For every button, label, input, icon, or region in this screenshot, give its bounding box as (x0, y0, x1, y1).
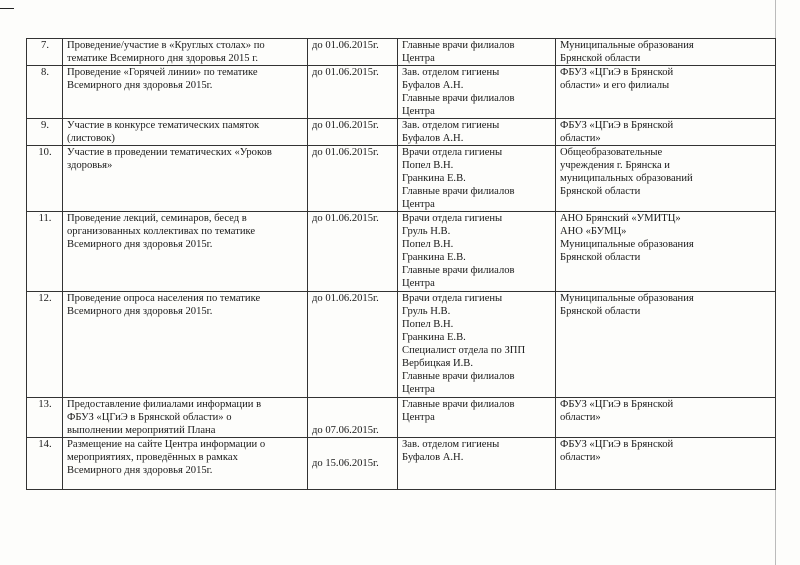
participants-line: Брянской области (560, 186, 641, 197)
responsible-cell (398, 119, 556, 146)
responsible-line: Главные врачи филиалов (402, 93, 515, 104)
responsible-cell (398, 398, 556, 438)
event-text-line: (листовок) (67, 133, 115, 144)
plan-table-body (27, 39, 776, 490)
participants-line: Общеобразовательные (560, 147, 663, 158)
row-number-cell: 13. (27, 398, 63, 438)
participants-line: АНО Брянский «УМИТЦ» (560, 213, 681, 224)
responsible-line: Главные врачи филиалов (402, 40, 515, 51)
participants-line: Муниципальные образования (560, 40, 694, 51)
table-row (27, 292, 776, 398)
event-text-line: Предоставление филиалами информации в (67, 399, 262, 410)
responsible-line: Главные врачи филиалов (402, 186, 515, 197)
responsible-line: Главные врачи филиалов (402, 371, 515, 382)
responsible-cell (398, 212, 556, 292)
event-text-line: Всемирного дня здоровья 2015г. (67, 465, 213, 476)
row-number-cell: 14. (27, 438, 63, 490)
event-cell (63, 39, 308, 66)
responsible-line: Гранкина Е.В. (402, 252, 466, 263)
event-cell (63, 292, 308, 398)
deadline-cell: до 01.06.2015г. (308, 39, 398, 66)
responsible-line: Центра (402, 384, 435, 395)
responsible-line: Буфалов А.Н. (402, 452, 464, 463)
responsible-line: Буфалов А.Н. (402, 80, 464, 91)
responsible-cell (398, 66, 556, 119)
responsible-line: Центра (402, 106, 435, 117)
event-cell (63, 212, 308, 292)
participants-cell (556, 39, 776, 66)
event-text-line: Всемирного дня здоровья 2015г. (67, 239, 213, 250)
participants-cell (556, 438, 776, 490)
participants-line: области» (560, 452, 601, 463)
participants-line: ФБУЗ «ЦГиЭ в Брянской (560, 67, 674, 78)
event-cell (63, 66, 308, 119)
event-text-line: Проведение/участие в «Круглых столах» по (67, 40, 265, 51)
deadline-cell: до 01.06.2015г. (308, 212, 398, 292)
responsible-line: Гранкина Е.В. (402, 332, 466, 343)
responsible-line: Врачи отдела гигиены (402, 213, 503, 224)
event-text-line: Участие в проведении тематических «Уроков (67, 147, 272, 158)
participants-cell (556, 146, 776, 212)
responsible-line: Зав. отделом гигиены (402, 120, 500, 131)
event-cell (63, 119, 308, 146)
event-text-line: Проведение опроса населения по тематике (67, 293, 261, 304)
participants-line: Брянской области (560, 252, 641, 263)
row-number-cell: 10. (27, 146, 63, 212)
responsible-line: Специалист отдела по ЗПП (402, 345, 526, 356)
deadline-cell: до 01.06.2015г. (308, 66, 398, 119)
participants-line: АНО «БУМЦ» (560, 226, 627, 237)
responsible-cell (398, 39, 556, 66)
table-row (27, 212, 776, 292)
participants-line: Брянской области (560, 53, 641, 64)
participants-cell (556, 66, 776, 119)
responsible-line: Попел В.Н. (402, 160, 454, 171)
participants-line: области» (560, 133, 601, 144)
participants-cell (556, 398, 776, 438)
responsible-line: Главные врачи филиалов (402, 399, 515, 410)
row-number-cell: 8. (27, 66, 63, 119)
table-row (27, 438, 776, 490)
event-text-line: тематике Всемирного дня здоровья 2015 г. (67, 53, 259, 64)
row-number-cell: 7. (27, 39, 63, 66)
table-row (27, 119, 776, 146)
deadline-cell: до 01.06.2015г. (308, 146, 398, 212)
participants-cell (556, 212, 776, 292)
responsible-line: Главные врачи филиалов (402, 265, 515, 276)
plan-table (26, 38, 776, 490)
participants-line: области» (560, 412, 601, 423)
responsible-cell (398, 292, 556, 398)
table-row (27, 398, 776, 438)
responsible-line: Врачи отдела гигиены (402, 147, 503, 158)
participants-line: учреждения г. Брянска и (560, 160, 670, 171)
row-number-cell: 11. (27, 212, 63, 292)
participants-line: ФБУЗ «ЦГиЭ в Брянской (560, 120, 674, 131)
deadline-cell: до 01.06.2015г. (308, 119, 398, 146)
participants-cell (556, 119, 776, 146)
table-row (27, 146, 776, 212)
event-text-line: Участие в конкурсе тематических памяток (67, 120, 260, 131)
responsible-line: Центра (402, 278, 435, 289)
responsible-cell (398, 146, 556, 212)
table-row (27, 39, 776, 66)
participants-cell (556, 292, 776, 398)
event-cell (63, 438, 308, 490)
responsible-line: Вербицкая И.В. (402, 358, 474, 369)
event-cell (63, 146, 308, 212)
event-text-line: Проведение лекций, семинаров, бесед в (67, 213, 247, 224)
event-text-line: ФБУЗ «ЦГиЭ в Брянской области» о (67, 412, 232, 423)
participants-line: Муниципальные образования (560, 293, 694, 304)
deadline-cell: до 07.06.2015г. (308, 398, 398, 438)
responsible-line: Груль Н.В. (402, 226, 451, 237)
responsible-line: Буфалов А.Н. (402, 133, 464, 144)
event-text-line: выполнении мероприятий Плана (67, 425, 216, 436)
deadline-cell: до 15.06.2015г. (308, 438, 398, 490)
responsible-line: Врачи отдела гигиены (402, 293, 503, 304)
event-text-line: организованных коллективах по тематике (67, 226, 256, 237)
participants-line: Муниципальные образования (560, 239, 694, 250)
event-text-line: Размещение на сайте Центра информации о (67, 439, 266, 450)
responsible-line: Гранкина Е.В. (402, 173, 466, 184)
event-text-line: здоровья» (67, 160, 113, 171)
event-text-line: Всемирного дня здоровья 2015г. (67, 80, 213, 91)
event-text-line: Всемирного дня здоровья 2015г. (67, 306, 213, 317)
responsible-line: Центра (402, 53, 435, 64)
participants-line: ФБУЗ «ЦГиЭ в Брянской (560, 399, 674, 410)
page-edge-mark (0, 8, 14, 9)
responsible-line: Зав. отделом гигиены (402, 439, 500, 450)
table-row (27, 66, 776, 119)
responsible-cell (398, 438, 556, 490)
responsible-line: Центра (402, 199, 435, 210)
participants-line: муниципальных образований (560, 173, 693, 184)
responsible-line: Попел В.Н. (402, 319, 454, 330)
event-text-line: Проведение «Горячей линии» по тематике (67, 67, 258, 78)
participants-line: Брянской области (560, 306, 641, 317)
participants-line: области» и его филиалы (560, 80, 670, 91)
deadline-cell: до 01.06.2015г. (308, 292, 398, 398)
participants-line: ФБУЗ «ЦГиЭ в Брянской (560, 439, 674, 450)
row-number-cell: 12. (27, 292, 63, 398)
row-number-cell: 9. (27, 119, 63, 146)
event-cell (63, 398, 308, 438)
event-text-line: мероприятиях, проведённых в рамках (67, 452, 238, 463)
responsible-line: Груль Н.В. (402, 306, 451, 317)
responsible-line: Зав. отделом гигиены (402, 67, 500, 78)
responsible-line: Центра (402, 412, 435, 423)
responsible-line: Попел В.Н. (402, 239, 454, 250)
